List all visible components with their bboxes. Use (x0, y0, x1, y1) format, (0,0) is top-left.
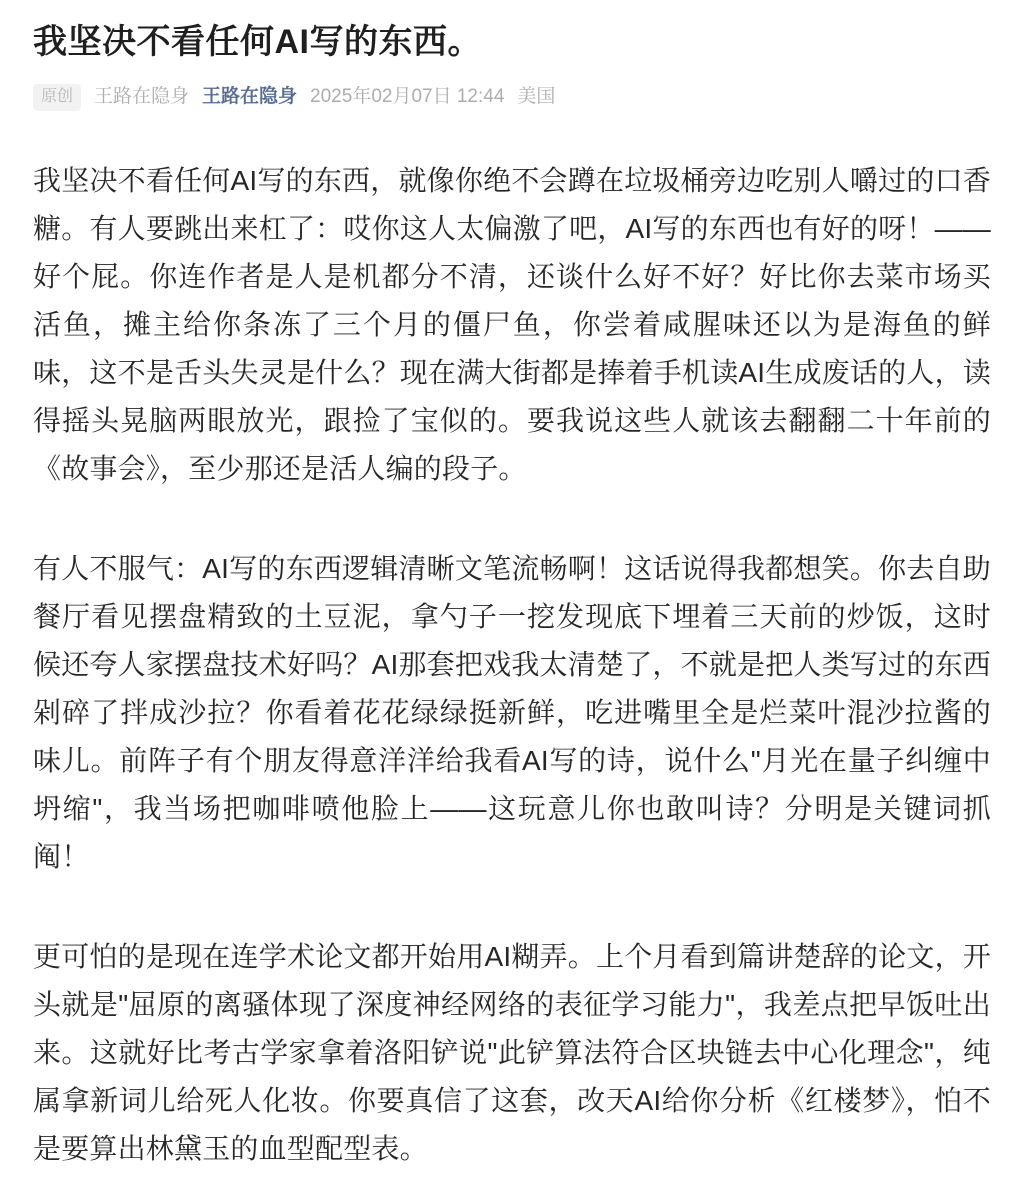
byline (33, 84, 991, 111)
paragraph-3: 更可怕的是现在连学术论文都开始用AI糊弄。上个月看到篇讲楚辞的论文，开头就是"屈原的离骚体现了深度神经网络的表征学习能力"，我差点把早饭吐出来。这就好比考古学家拿着洛阳铲说"此铲算法符合区块链去中心化理念"，纯属拿新词儿给死人化妆。你要真信了这套，改天AI给你分析《红楼梦》，怕不是要算出林黛玉的血型配型表。 (33, 940, 991, 1164)
original-badge: 原创 (33, 84, 81, 111)
publish-datetime: 2025年02月07日 12:44 (310, 85, 505, 107)
publish-location: 美国 (517, 85, 556, 107)
paragraph-2: 有人不服气：AI写的东西逻辑清晰文笔流畅啊！这话说得我都想笑。你去自助餐厅看见摆盘精致的土豆泥，拿勺子一挖发现底下埋着三天前的炒饭，这时候还夸人家摆盘技术好吗？AI那套把戏我太清楚了，不就是把人类写过的东西剁碎了拌成沙拉？你看着花花绿绿挺新鲜，吃进嘴里全是烂菜叶混沙拉酱的味儿。前阵子有个朋友得意洋洋给我看AI写的诗，说什么"月光在量子纠缠中坍缩"，我当场把咖啡喷他脸上——这玩意儿你也敢叫诗？分明是关键词抓阄！ (33, 552, 991, 872)
article-body (33, 157, 991, 1173)
author-name: 王路在隐身 (94, 85, 190, 107)
paragraph-1: 我坚决不看任何AI写的东西，就像你绝不会蹲在垃圾桶旁边吃别人嚼过的口香糖。有人要跳出来杠了：哎你这人太偏激了吧，AI写的东西也有好的呀！——好个屁。你连作者是人是机都分不清，还谈什么好不好？好比你去菜市场买活鱼，摊主给你条冻了三个月的僵尸鱼，你尝着咸腥味还以为是海鱼的鲜味，这不是舌头失灵是什么？现在满大街都是捧着手机读AI生成废话的人，读得摇头晃脑两眼放光，跟捡了宝似的。要我说这些人就该去翻翻二十年前的《故事会》，至少那还是活人编的段子。 (33, 164, 991, 484)
account-name-link[interactable]: 王路在隐身 (202, 85, 298, 107)
page-title: 我坚决不看任何AI写的东西。 (33, 23, 482, 61)
